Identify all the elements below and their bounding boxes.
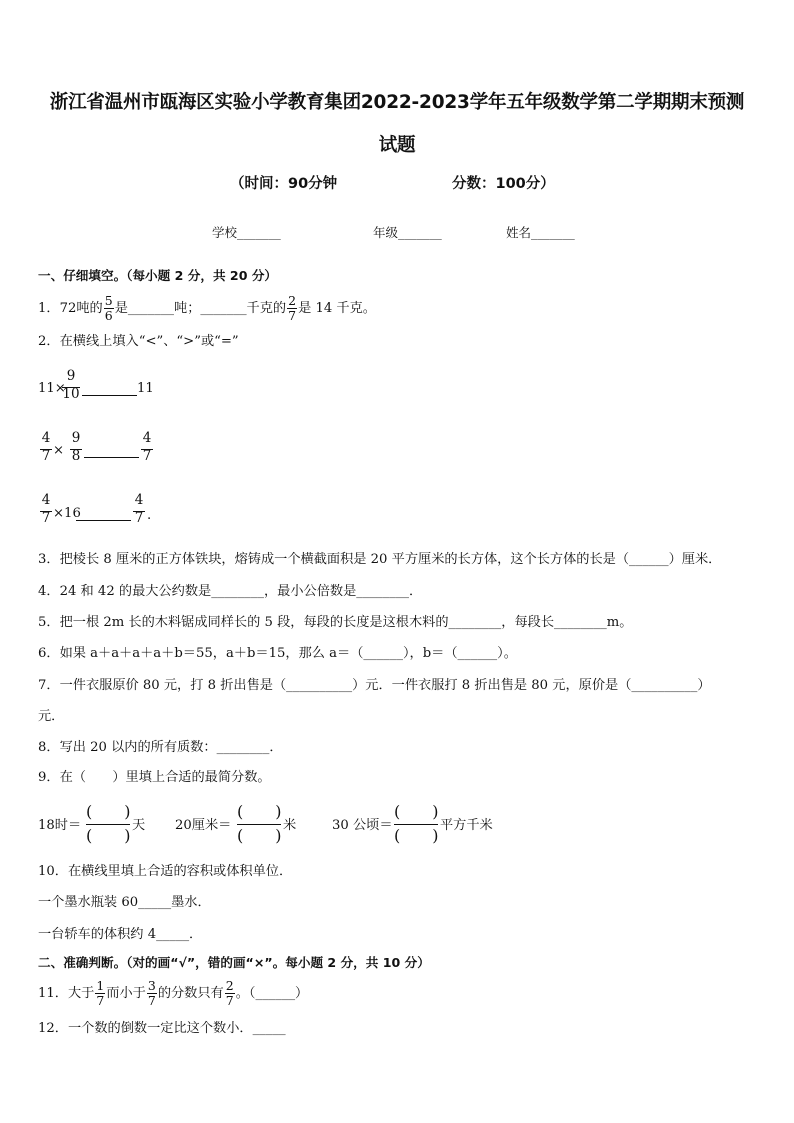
- question-9: 9．在（ ）里填上合适的最简分数。: [38, 770, 271, 785]
- q9-b-pre: 20厘米＝: [175, 818, 232, 833]
- q2-row1-post: 11: [137, 381, 154, 396]
- question-10-line1: 一个墨水瓶装 60_____墨水．: [38, 895, 211, 910]
- q2-row3-end: .: [147, 508, 152, 523]
- q1-text-c: 是 14 千克。: [298, 301, 376, 316]
- fraction: 4 7: [134, 492, 144, 526]
- question-2: 2．在横线上填入“<”、“>”或“=”: [38, 334, 239, 349]
- q9-a-post: 天: [132, 818, 146, 833]
- q2-row2-op: ×: [53, 443, 65, 458]
- question-10-line2: 一台轿车的体积约 4_____．: [38, 927, 203, 942]
- exam-time: （时间：90分钟: [230, 176, 338, 192]
- name-field: 姓名_______: [506, 225, 575, 240]
- school-field: 学校_______: [212, 225, 281, 240]
- fraction: $\frac{3}{7}$: [147, 978, 156, 1008]
- fraction: 9 10: [62, 368, 80, 402]
- question-7: 7．一件衣服原价 80 元，打 8 折出售是（__________）元．一件衣服打 8 折出售是 80 元，原价是（__________）: [38, 678, 711, 693]
- q9-b-post: 米: [283, 818, 297, 833]
- exam-score: 分数：100分）: [452, 176, 555, 192]
- fraction: $\frac{2}{7}$: [288, 293, 297, 323]
- question-12: 12．一个数的倒数一定比这个数小．_____: [38, 1021, 286, 1036]
- paren-fraction: ( ) ( ): [237, 802, 282, 845]
- question-6: 6．如果 a＋a＋a＋a＋b＝55，a＋b＝15，那么 a＝（______），b＝（______）。: [38, 646, 517, 661]
- question-7-cont: 元．: [38, 709, 65, 724]
- q2-row3-op: ×16: [53, 506, 81, 521]
- section-heading-judge: 二、准确判断。（对的画“√”，错的画“×”。每小题 2 分，共 10 分）: [38, 955, 430, 970]
- answer-blank: [84, 457, 139, 458]
- question-5: 5．把一根 2m 长的木料锯成同样长的 5 段，每段的长度是这根木料的________，每段长________m。: [38, 615, 633, 630]
- fraction: 4 7: [142, 430, 152, 464]
- q9-c-post: 平方千米: [440, 818, 493, 833]
- page-title-cont: 试题: [378, 135, 416, 156]
- question-10: 10．在横线里填上合适的容积或体积单位．: [38, 864, 293, 879]
- fraction: $\frac{2}{7}$: [225, 978, 234, 1008]
- fraction: 4 7: [41, 492, 51, 526]
- question-11: [38, 979, 308, 1008]
- q9-a-pre: 18时＝: [38, 818, 82, 833]
- question-4: 4．24 和 42 的最大公约数是________，最小公倍数是________．: [38, 584, 423, 599]
- fraction: $\frac{5}{6}$: [104, 293, 113, 323]
- paren-fraction: ( ) ( ): [86, 802, 131, 845]
- paren-fraction: ( ) ( ): [394, 802, 439, 845]
- question-8: 8．写出 20 以内的所有质数：________．: [38, 740, 283, 755]
- q11-text-c: 的分数只有: [157, 986, 224, 1001]
- page-title: 浙江省温州市瓯海区实验小学教育集团2022-2023学年五年级数学第二学期期末预测: [49, 92, 745, 113]
- section-heading-fill: 一、仔细填空。（每小题 2 分，共 20 分）: [38, 268, 278, 283]
- q2-row1-pre: 11×: [38, 381, 66, 396]
- grade-field: 年级_______: [373, 225, 442, 240]
- question-1: [38, 294, 376, 323]
- answer-blank: [82, 395, 137, 396]
- q11-text-d: 。（______）: [235, 986, 309, 1001]
- fraction: 4 7: [41, 430, 51, 464]
- q9-c-pre: 30 公顷＝: [332, 818, 393, 833]
- q1-text-b: 是_______吨；_______千克的: [114, 301, 287, 316]
- answer-blank: [76, 520, 131, 521]
- q11-text-a: 11．大于: [38, 986, 95, 1001]
- q11-text-b: 而小于: [106, 986, 146, 1001]
- question-3: 3．把棱长 8 厘米的正方体铁块，熔铸成一个横截面积是 20 平方厘米的长方体，这个长方体的长是（______）厘米．: [38, 552, 722, 567]
- q1-text-a: 1．72吨的: [38, 301, 103, 316]
- fraction: $\frac{1}{7}$: [96, 978, 105, 1008]
- fraction: 9 8: [71, 430, 81, 464]
